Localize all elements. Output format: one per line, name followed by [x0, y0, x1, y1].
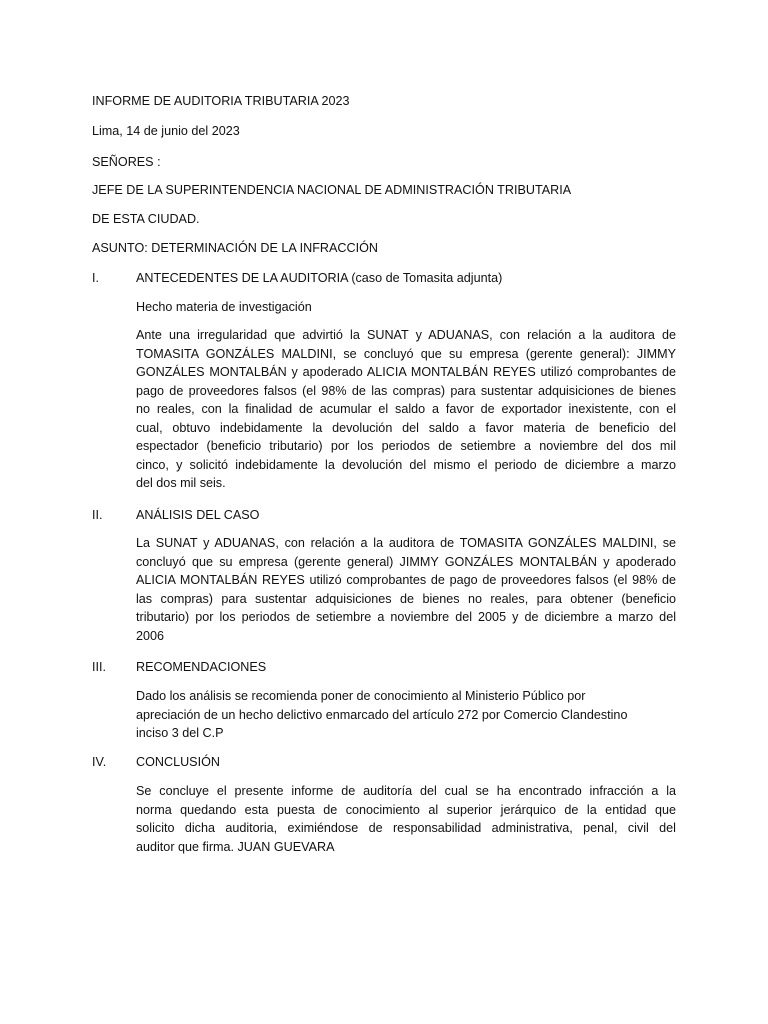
section-1-subheading: Hecho materia de investigación	[136, 300, 312, 314]
paragraph-line: 2006	[136, 628, 165, 643]
paragraph-line: no reales, con la finalidad de acumular el saldo a favor de exportador inexistente, con el	[136, 402, 676, 416]
paragraph-line: inciso 3 del C.P	[136, 726, 224, 740]
paragraph-line: apreciación de un hecho delictivo enmarcado del artículo 272 por Comercio Clandestino	[136, 707, 628, 722]
paragraph-line: Dado los análisis se recomienda poner de conocimiento al Ministerio Público por	[136, 689, 586, 703]
subject-line: ASUNTO: DETERMINACIÓN DE LA INFRACCIÓN	[92, 241, 378, 255]
document-title: INFORME DE AUDITORIA TRIBUTARIA 2023	[92, 94, 350, 108]
section-1-paragraph	[136, 326, 676, 493]
paragraph-line: espectador (beneficio tributario) por los periodos de setiembre a noviembre del dos mil	[136, 439, 676, 453]
salutation: SEÑORES :	[92, 155, 161, 169]
section-1-title: ANTECEDENTES DE LA AUDITORIA (caso de Tomasita adjunta)	[136, 271, 503, 285]
paragraph-line: concluyó que su empresa (gerente general) JIMMY GONZÁLES MONTALBÁN y apoderado	[136, 554, 676, 569]
paragraph-line: tributario) por los periodos de setiembre a noviembre del 2005 y de diciembre a marzo del	[136, 610, 676, 624]
paragraph-line: ALICIA MONTALBÁN REYES utilizó comprobantes de pago de proveedores falsos (el 98% de	[136, 573, 676, 587]
paragraph-line: La SUNAT y ADUANAS, con relación a la auditora de TOMASITA GONZÁLES MALDINI, se	[136, 536, 676, 550]
section-2-title: ANÁLISIS DEL CASO	[136, 508, 260, 522]
paragraph-line: auditor que firma. JUAN GUEVARA	[136, 839, 335, 854]
paragraph-line: cinco, y solicitó indebidamente la devolución del mismo el periodo de diciembre a marzo	[136, 457, 676, 472]
paragraph-line: del dos mil seis.	[136, 476, 226, 490]
recipient-line-2: DE ESTA CIUDAD.	[92, 212, 200, 226]
paragraph-line: norma quedando esta puesta de conocimiento al superior jerárquico de la entidad que	[136, 802, 676, 817]
section-4-number: IV.	[92, 755, 107, 769]
paragraph-line: Ante una irregularidad que advirtió la SUNAT y ADUANAS, con relación a la auditora de	[136, 328, 676, 342]
document-date: Lima, 14 de junio del 2023	[92, 124, 240, 138]
section-3-paragraph	[136, 687, 676, 743]
paragraph-line: GONZÁLES MONTALBÁN y apoderado ALICIA MONTALBÁN REYES utilizó comprobantes de	[136, 365, 676, 379]
section-4-title: CONCLUSIÓN	[136, 755, 220, 769]
paragraph-line: las compras) para sustentar adquisiciones de bienes no reales, para obtener (beneficio	[136, 591, 676, 606]
section-2-number: II.	[92, 508, 103, 522]
section-1-number: I.	[92, 271, 99, 285]
recipient-line-1: JEFE DE LA SUPERINTENDENCIA NACIONAL DE ADMINISTRACIÓN TRIBUTARIA	[92, 183, 572, 197]
paragraph-line: TOMASITA GONZÁLES MALDINI, se concluyó que su empresa (gerente general): JIMMY	[136, 346, 676, 361]
section-2-paragraph	[136, 534, 676, 645]
section-3-title: RECOMENDACIONES	[136, 660, 267, 674]
paragraph-line: Se concluye el presente informe de auditoría del cual se ha encontrado infracción a la	[136, 784, 676, 798]
section-4-paragraph	[136, 782, 676, 856]
paragraph-line: pago de proveedores falsos (el 98% de las compras) para sustentar adquisiciones de bienes	[136, 383, 676, 398]
paragraph-line: solicito dicha auditoria, eximiéndose de responsabilidad administrativa, penal, civil del	[136, 821, 676, 835]
paragraph-line: cual, obtuvo indebidamente la devolución del saldo a favor materia de beneficio del	[136, 420, 676, 435]
section-3-number: III.	[92, 660, 106, 674]
